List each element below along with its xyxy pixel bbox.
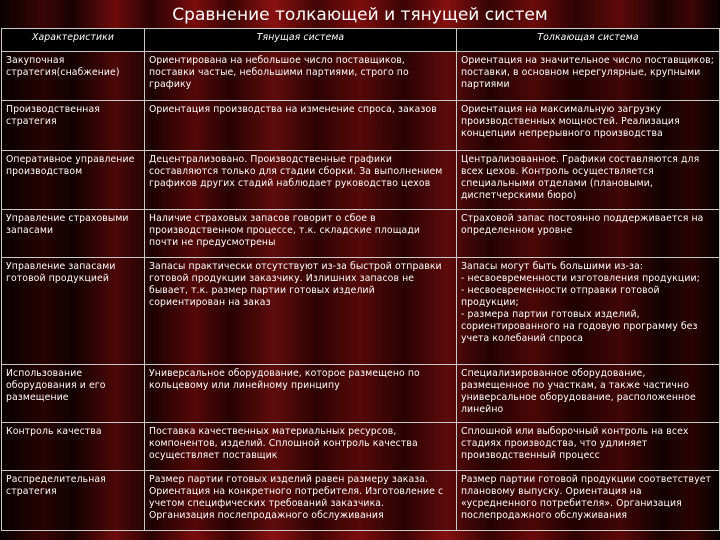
pull-cell: Поставка качественных материальных ресурсов, компонентов, изделий. Сплошной контроль качества осуществляет поставщик <box>145 423 457 471</box>
push-cell: Ориентация на максимальную загрузку производственных мощностей. Реализация концепции непрерывного производства <box>457 101 720 151</box>
header-push-system: Толкающая система <box>457 29 720 52</box>
push-cell: Размер партии готовой продукции соответствует плановому выпуску. Ориентация на «усредненного потребителя». Организация послепродажного обслуживания <box>457 471 720 531</box>
push-line: - несвоевременности отправки готовой продукции; <box>461 285 660 309</box>
table-row <box>2 101 720 151</box>
slide-title: Сравнение толкающей и тянущей систем <box>172 5 548 25</box>
feature-cell: Управление страховыми запасами <box>2 210 145 258</box>
push-cell: Централизованное. Графики составляются для всех цехов. Контроль осуществляется специальными отделами (плановыми, диспетчерскими бюро) <box>457 151 720 210</box>
table-row <box>2 471 720 531</box>
pull-cell: Ориентация производства на изменение спроса, заказов <box>145 101 457 151</box>
table-header-row <box>2 29 720 52</box>
feature-cell: Управление запасами готовой продукцией <box>2 258 145 365</box>
table-row <box>2 258 720 365</box>
header-characteristics: Характеристики <box>2 29 145 52</box>
pull-cell: Наличие страховых запасов говорит о сбое в производственном процессе, т.к. складские площади почти не предусмотрены <box>145 210 457 258</box>
feature-cell: Контроль качества <box>2 423 145 471</box>
pull-cell: Размер партии готовых изделий равен размеру заказа. Ориентация на конкретного потребителя. Изготовление с учетом специфических требований заказчика. Организация послепродажного обслуживания <box>145 471 457 531</box>
table-row <box>2 423 720 471</box>
pull-cell: Универсальное оборудование, которое размещено по кольцевому или линейному принципу <box>145 365 457 423</box>
feature-cell: Закупочная стратегия(снабжение) <box>2 52 145 101</box>
header-pull-system: Тянущая система <box>145 29 457 52</box>
push-line: - несвоевременности изготовления продукции; <box>461 273 700 285</box>
push-line: - размера партии готовых изделий, сориентированного на годовую программу без учета колебаний спроса <box>461 309 698 345</box>
pull-cell: Запасы практически отсутствуют из-за быстрой отправки готовой продукции заказчику. Излишних запасов не бывает, т.к. размер партии готовых изделий сориентирован на заказ <box>145 258 457 365</box>
feature-cell: Производственная стратегия <box>2 101 145 151</box>
push-cell: Ориентация на значительное число поставщиков; поставки, в основном нерегулярные, крупными партиями <box>457 52 720 101</box>
feature-cell: Оперативное управление производством <box>2 151 145 210</box>
pull-cell: Децентрализовано. Производственные графики составляются только для стадии сборки. За выполнением графиков других стадий наблюдает руководство цехов <box>145 151 457 210</box>
push-cell <box>457 258 720 365</box>
table-row <box>2 365 720 423</box>
push-cell: Специализированное оборудование, размещенное по участкам, а также частично универсальное оборудование, расположенное линейно <box>457 365 720 423</box>
feature-cell: Распределительная стратегия <box>2 471 145 531</box>
table-row <box>2 210 720 258</box>
table-row <box>2 151 720 210</box>
table-row <box>2 52 720 101</box>
feature-cell: Использование оборудования и его размещение <box>2 365 145 423</box>
push-cell: Страховой запас постоянно поддерживается на определенном уровне <box>457 210 720 258</box>
push-line: Запасы могут быть большими из-за: <box>461 261 644 272</box>
comparison-table <box>1 28 720 531</box>
push-cell: Сплошной или выборочный контроль на всех стадиях производства, что удлиняет производственный процесс <box>457 423 720 471</box>
pull-cell: Ориентирована на небольшое число поставщиков, поставки частые, небольшими партиями, строго по графику <box>145 52 457 101</box>
